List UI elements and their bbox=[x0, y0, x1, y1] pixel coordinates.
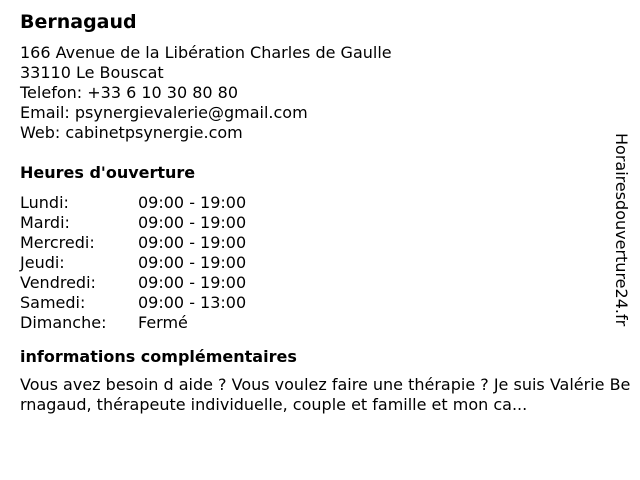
day-label: Vendredi: bbox=[20, 273, 96, 292]
info-description: Vous avez besoin d aide ? Vous voulez faire une thérapie ? Je suis Valérie Bernagaud, thérapeute individuelle, couple et famille et mon ca... bbox=[20, 375, 631, 414]
hours-row-monday bbox=[20, 193, 632, 213]
web-text: Web: cabinetpsynergie.com bbox=[20, 123, 243, 142]
hours-row-thursday bbox=[20, 253, 632, 273]
hours-row-saturday bbox=[20, 293, 632, 313]
hours-row-sunday bbox=[20, 313, 632, 333]
time-value: 09:00 - 19:00 bbox=[138, 213, 247, 232]
business-name: Bernagaud bbox=[20, 11, 137, 33]
day-label: Mercredi: bbox=[20, 233, 95, 252]
time-value: 09:00 - 19:00 bbox=[138, 273, 247, 292]
day-label: Lundi: bbox=[20, 193, 69, 212]
address-line-2: 33110 Le Bouscat bbox=[20, 63, 164, 82]
day-label: Jeudi: bbox=[20, 253, 65, 272]
time-value: Fermé bbox=[138, 313, 188, 332]
hours-row-friday bbox=[20, 273, 632, 293]
hours-title: Heures d'ouverture bbox=[20, 163, 196, 182]
time-value: 09:00 - 13:00 bbox=[138, 293, 247, 312]
time-value: 09:00 - 19:00 bbox=[138, 253, 247, 272]
email-text: Email: psynergievalerie@gmail.com bbox=[20, 103, 308, 122]
hours-list bbox=[20, 193, 632, 333]
address-line-1: 166 Avenue de la Libération Charles de Gaulle bbox=[20, 43, 392, 62]
site-watermark: Horairesdouverture24.fr bbox=[612, 133, 631, 327]
hours-row-wednesday bbox=[20, 233, 632, 253]
phone-text: Telefon: +33 6 10 30 80 80 bbox=[20, 83, 239, 102]
day-label: Samedi: bbox=[20, 293, 86, 312]
business-card bbox=[20, 11, 632, 415]
time-value: 09:00 - 19:00 bbox=[138, 193, 247, 212]
hours-row-tuesday bbox=[20, 213, 632, 233]
info-title: informations complémentaires bbox=[20, 347, 297, 366]
time-value: 09:00 - 19:00 bbox=[138, 233, 247, 252]
day-label: Dimanche: bbox=[20, 313, 107, 332]
day-label: Mardi: bbox=[20, 213, 70, 232]
